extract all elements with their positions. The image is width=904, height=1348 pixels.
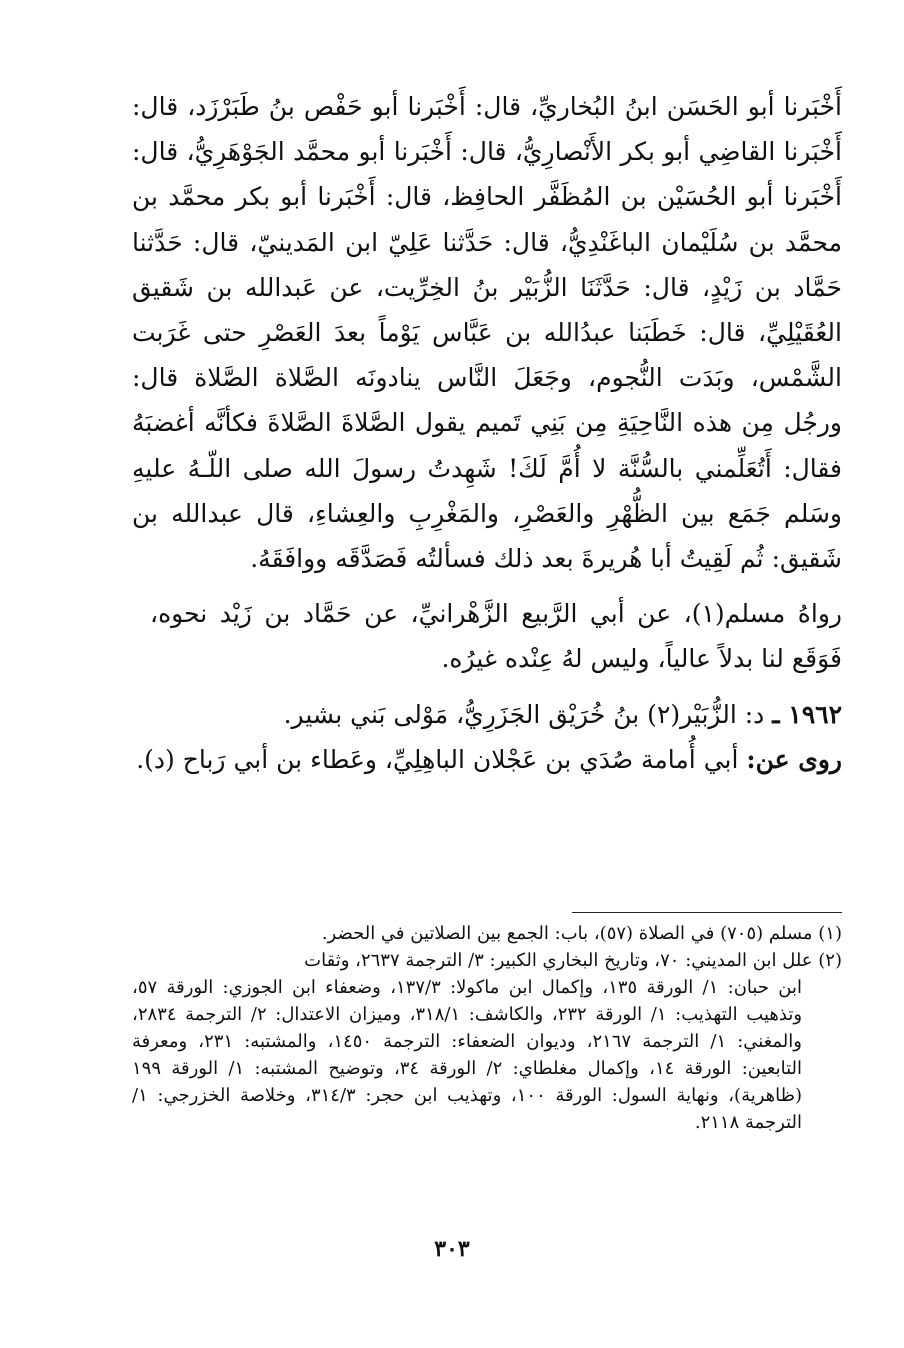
footnote-2	[132, 947, 842, 974]
footnotes	[132, 920, 842, 1136]
footnote-1	[132, 920, 842, 947]
main-text	[132, 84, 842, 782]
hadith-paragraph: أَخْبَرنا أبو الحَسَن ابنُ البُخاريِّ، قال: أَخْبَرنا أبو حَفْص بنُ طَبَرْزَد، قال: أَخْبَرنا القاضِي أبو بكر الأَنْصارِيُّ، قال: أَخْبَرنا أبو محمَّد الجَوْهَرِيُّ، قال: أَخْبَرنا أبو الحُسَيْن بن المُظَفَّر الحافِظ، قال: أَخْبَرنا أبو بكر محمَّد بن محمَّد بن سُلَيْمان الباغَنْدِيُّ، قال: حَدَّثنا عَلِيّ ابن المَدينيّ، قال: حَدَّثنا حَمَّاد بن زَيْدٍ، قال: حَدَّثَنَا الزُّبَيْر بنُ الخِرِّيت، عن عَبدالله بن شَقيق العُقَيْلِيِّ، قال: خَطَبَنا عبدُالله بن عَبَّاس يَوْماً بعدَ العَصْرِ حتى غَرَبت الشَّمْس، وبَدَت النُّجوم، وجَعَلَ النَّاس ينادونَه الصَّلاة الصَّلاة قال: ورجُل مِن هذه النَّاحِيَةِ مِن بَنِي تَميم يقول الصَّلاةَ الصَّلاةَ فكأنَّه أغضبَهُ فقال: أَتُعَلِّمني بالسُّنَّة لا أُمَّ لَكَ! شَهِدتُ رسولَ الله صلى اللّـهُ عليهِ وسَلم جَمَع بين الظُّهْرِ والعَصْرِ، والمَغْرِبِ والعِشاءِ، قال عبدالله بن شَقيق: ثُم لَقِيتُ أبا هُريرةَ بعد ذلك فسألتُه فَصَدَّقَه ووافَقَهُ.	[132, 92, 842, 574]
footnote-2-number: (٢)	[818, 950, 842, 971]
footnote-2-continuation: ابن حبان: ١/ الورقة ١٣٥، وإكمال ابن ماكولا: ١٣٧/٣، وضعفاء ابن الجوزي: الورقة ٥٧، وتذهيب التهذيب: ١/ الورقة ٢٣٢، والكاشف: ٣١٨/١، وميزان الاعتدال: ٢/ الترجمة ٢٨٣٤، والمغني: ١/ الترجمة ٢١٦٧، وديوان الضعفاء: الترجمة ١٤٥٠، والمشتبه: ٢٣١، ومعرفة التابعين: الورقة ١٤، وإكمال مغلطاي: ٢/ الورقة ٣٤، وتوضيح المشتبه: ١/ الورقة ١٩٩ (ظاهرية)، ونهاية السول: الورقة ١٠٠، وتهذيب ابن حجر: ٣١٤/٣، وخلاصة الخزرجي: ١/ الترجمة ٢١١٨.	[132, 977, 803, 1133]
entry-name: د: الزُّبَيْر(٢) بنُ خُرَيْق الجَزَرِيُّ، مَوْلى بَني بشير.	[283, 699, 765, 729]
footnote-separator	[572, 912, 842, 913]
narrated-from-paragraph	[132, 737, 842, 782]
footnote-2-text-start: علل ابن المديني: ٧٠، وتاريخ البخاري الكبير: ٣/ الترجمة ٢٦٣٧، وثقات	[304, 950, 813, 971]
footnote-1-number: (١)	[818, 923, 842, 944]
entry-number: ١٩٦٢ ـ	[772, 699, 842, 729]
entry-heading	[132, 692, 842, 737]
page-number: ٣٠٣	[434, 1236, 470, 1262]
narrated-from-list: أبي أُمامة صُدَي بن عَجْلان الباهِلِيِّ، وعَطاء بن أبي رَباح (د).	[136, 744, 739, 774]
footnote-1-text: مسلم (٧٠٥) في الصلاة (٥٧)، باب: الجمع بين الصلاتين في الحضر.	[321, 923, 813, 944]
takhrij-paragraph: رواهُ مسلم(١)، عن أبي الرَّبيع الزَّهْرانيِّ، عن حَمَّاد بن زَيْد نحوه، فَوَقَع لنا بدلاً عالياً، وليس لهُ عِنْده غيرُه.	[150, 599, 842, 674]
narrated-from-label: روى عن:	[746, 744, 842, 774]
